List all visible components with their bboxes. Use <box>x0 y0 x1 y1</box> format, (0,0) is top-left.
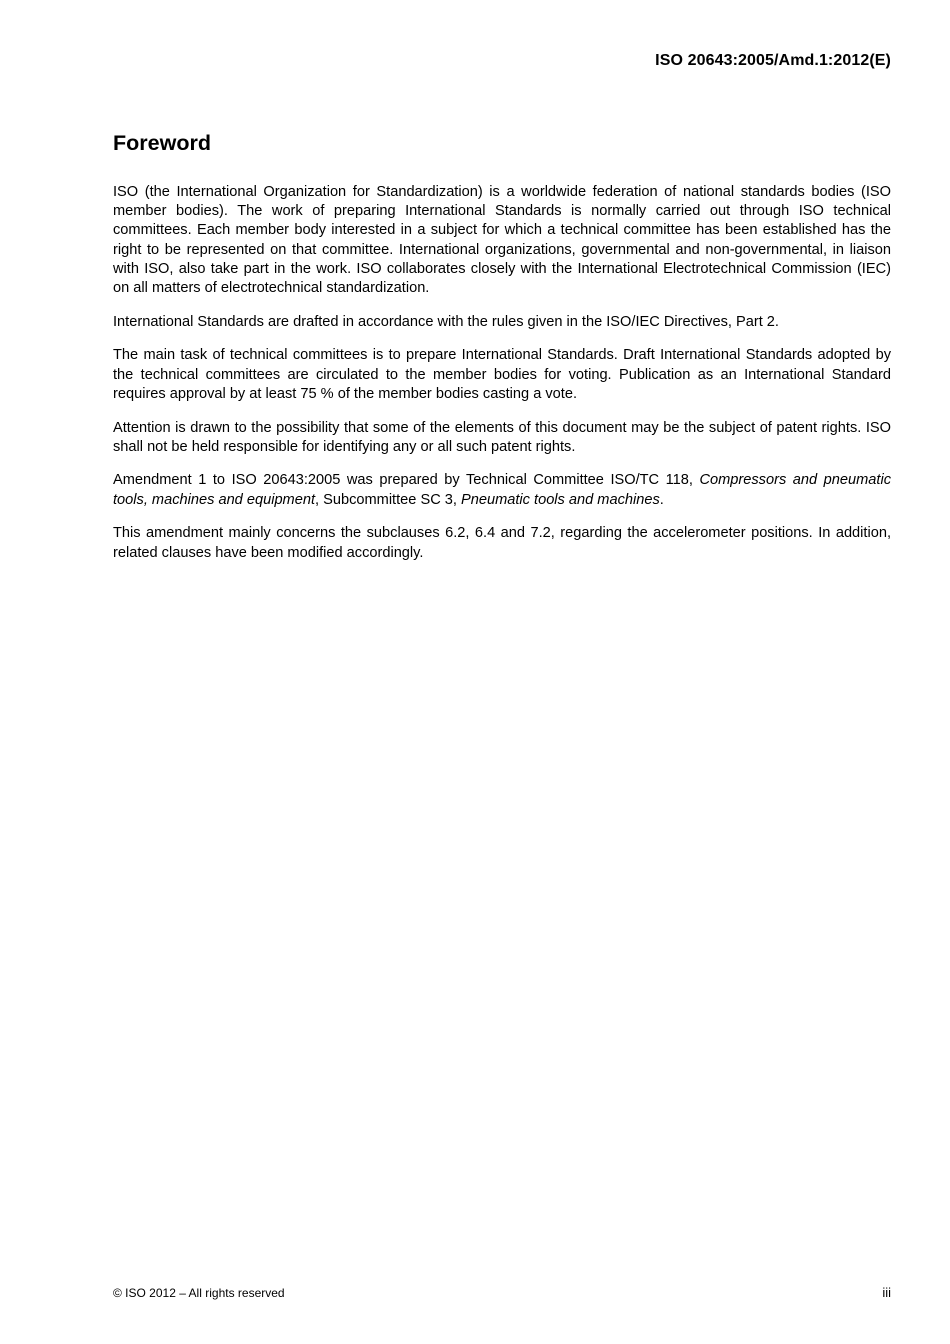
foreword-body <box>113 183 891 577</box>
committee-title: Compressors and pneumatic tools, machines and equipment <box>113 472 892 508</box>
amendment-text-suffix: . <box>659 491 664 508</box>
paragraph-iso-description: ISO (the International Organization for Standardization) is a worldwide federation of national standards bodies (ISO member bodies). The work of preparing International Standards is normally carried out through ISO technical committees. Each member body interested in a subject for which a technical committee has been established has the right to be represented on that committee. International organizations, governmental and non-governmental, in liaison with ISO, also take part in the work. ISO collaborates closely with the International Electrotechnical Commission (IEC) on all matters of electrotechnical standardization. <box>113 184 891 297</box>
page-title: Foreword <box>113 131 211 155</box>
paragraph-drafting-rules: International Standards are drafted in accordance with the rules given in the ISO/IEC Directives, Part 2. <box>113 313 779 330</box>
amendment-text-prefix: Amendment 1 to ISO 20643:2005 was prepared by Technical Committee ISO/TC 118, <box>113 472 700 489</box>
paragraph-amendment-preparation <box>113 471 891 509</box>
subcommittee-title: Pneumatic tools and machines <box>461 491 660 508</box>
copyright-notice: © ISO 2012 – All rights reserved <box>113 1286 285 1300</box>
paragraph-committee-task: The main task of technical committees is to prepare International Standards. Draft International Standards adopted by the technical committees are circulated to the member bodies for voting. Publication as an International Standard requires approval by at least 75 % of the member bodies casting a vote. <box>113 347 891 402</box>
paragraph-patent-rights: Attention is drawn to the possibility that some of the elements of this document may be the subject of patent rights. ISO shall not be held responsible for identifying any or all such patent rights. <box>113 419 891 455</box>
page-number: iii <box>882 1285 891 1300</box>
amendment-text-middle: , Subcommittee SC 3, <box>315 491 462 508</box>
document-identifier: ISO 20643:2005/Amd.1:2012(E) <box>655 52 891 69</box>
paragraph-amendment-scope: This amendment mainly concerns the subclauses 6.2, 6.4 and 7.2, regarding the accelerometer positions. In addition, related clauses have been modified accordingly. <box>113 525 891 561</box>
